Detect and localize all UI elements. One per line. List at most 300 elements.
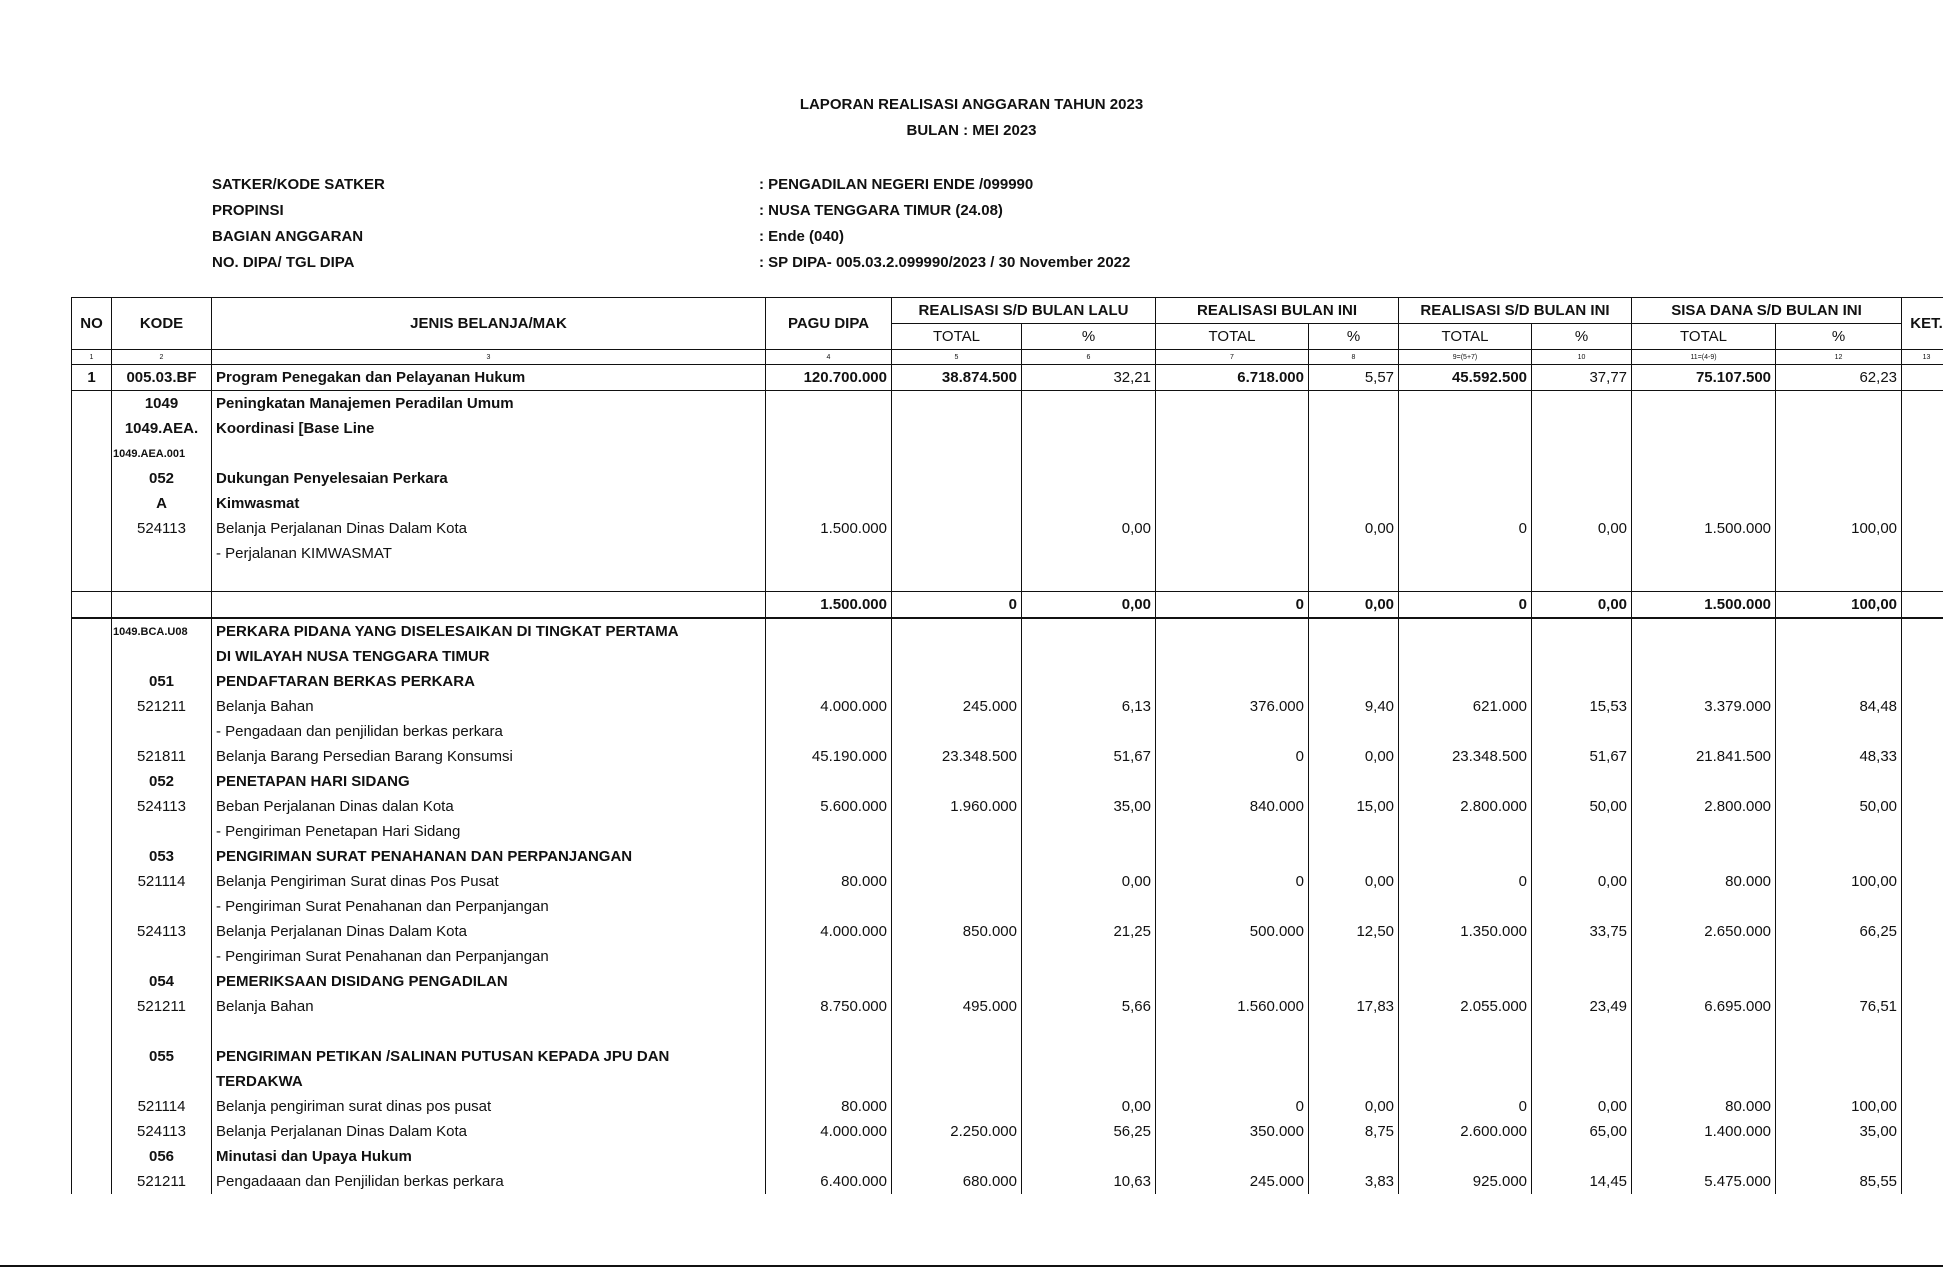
cell-jenis: - Pengiriman Penetapan Hari Sidang (212, 819, 766, 844)
cell-kode (112, 819, 212, 844)
cell-ket (1902, 869, 1943, 894)
cell-p1 (1022, 969, 1156, 994)
cell-pagu (766, 541, 892, 566)
cell-no (72, 944, 112, 969)
cell-t4 (1632, 644, 1776, 669)
cell-t2 (1156, 416, 1309, 441)
cell-pagu (766, 1044, 892, 1069)
table-row (72, 869, 1943, 894)
info-row (212, 198, 1130, 224)
cell-no (72, 391, 112, 417)
cell-p3 (1532, 819, 1632, 844)
cell-pagu: 45.190.000 (766, 744, 892, 769)
cell-p1 (1022, 769, 1156, 794)
column-number: 2 (112, 350, 212, 365)
cell-jenis (212, 441, 766, 466)
cell-pagu: 1.500.000 (766, 516, 892, 541)
cell-ket (1902, 516, 1943, 541)
cell-no (72, 1069, 112, 1094)
subheader-pct: % (1776, 324, 1902, 350)
info-label: PROPINSI (212, 202, 284, 219)
cell-p1 (1022, 894, 1156, 919)
table-row (72, 441, 1943, 466)
table-row (72, 466, 1943, 491)
cell-pagu (766, 769, 892, 794)
cell-pagu: 4.000.000 (766, 919, 892, 944)
cell-p1: 10,63 (1022, 1169, 1156, 1194)
cell-p4 (1776, 769, 1902, 794)
cell-p1 (1022, 844, 1156, 869)
cell-pagu (766, 491, 892, 516)
cell-jenis: - Pengiriman Surat Penahanan dan Perpanjangan (212, 894, 766, 919)
cell-t2 (1156, 1144, 1309, 1169)
cell-p4: 100,00 (1776, 1094, 1902, 1119)
cell-kode (112, 1019, 212, 1044)
cell-kode: 524113 (112, 919, 212, 944)
cell-pagu (766, 669, 892, 694)
table-row (72, 1119, 1943, 1144)
cell-ket (1902, 844, 1943, 869)
program-p4: 62,23 (1776, 365, 1902, 391)
subheader-pct: % (1309, 324, 1399, 350)
table-row (72, 1019, 1943, 1044)
cell-t3 (1399, 819, 1532, 844)
cell-p2 (1309, 719, 1399, 744)
cell-kode (112, 644, 212, 669)
cell-ket (1902, 719, 1943, 744)
cell-p3 (1532, 1019, 1632, 1044)
cell-jenis: Belanja Perjalanan Dinas Dalam Kota (212, 919, 766, 944)
cell-t4: 1.400.000 (1632, 1119, 1776, 1144)
info-row (212, 250, 1130, 276)
cell-ket (1902, 541, 1943, 566)
report-title: LAPORAN REALISASI ANGGARAN TAHUN 2023 (799, 96, 1144, 113)
cell-t4 (1632, 491, 1776, 516)
cell-p2: 0,00 (1309, 1094, 1399, 1119)
cell-p4: 48,33 (1776, 744, 1902, 769)
cell-t2 (1156, 618, 1309, 644)
subheader-total: TOTAL (1632, 324, 1776, 350)
cell-p3 (1532, 1044, 1632, 1069)
cell-t4: 80.000 (1632, 869, 1776, 894)
cell-kode: 524113 (112, 794, 212, 819)
cell-jenis: Belanja Bahan (212, 994, 766, 1019)
cell-t1 (892, 819, 1022, 844)
cell-p2 (1309, 1144, 1399, 1169)
program-p3: 37,77 (1532, 365, 1632, 391)
cell-p2 (1309, 894, 1399, 919)
cell-ket (1902, 769, 1943, 794)
table-row (72, 744, 1943, 769)
cell-p1 (1022, 819, 1156, 844)
table-row (72, 944, 1943, 969)
cell-t4: 80.000 (1632, 1094, 1776, 1119)
cell-p2 (1309, 819, 1399, 844)
cell-t3: 2.800.000 (1399, 794, 1532, 819)
cell-t2 (1156, 669, 1309, 694)
cell-ket (1902, 1044, 1943, 1069)
cell-p3: 15,53 (1532, 694, 1632, 719)
header-sisa: SISA DANA S/D BULAN INI (1632, 298, 1902, 324)
cell-jenis: Belanja Perjalanan Dinas Dalam Kota (212, 516, 766, 541)
cell-ket (1902, 894, 1943, 919)
table-row (72, 491, 1943, 516)
column-number: 6 (1022, 350, 1156, 365)
cell-t2 (1156, 894, 1309, 919)
cell-t2 (1156, 466, 1309, 491)
program-p1: 32,21 (1022, 365, 1156, 391)
cell-pagu (766, 969, 892, 994)
cell-p4 (1776, 1144, 1902, 1169)
cell-t3 (1399, 618, 1532, 644)
cell-t4: 1.500.000 (1632, 516, 1776, 541)
cell-p2: 17,83 (1309, 994, 1399, 1019)
cell-t1 (892, 669, 1022, 694)
cell-t4: 2.650.000 (1632, 919, 1776, 944)
cell-pagu (766, 391, 892, 417)
cell-t3 (1399, 491, 1532, 516)
cell-jenis: - Pengadaan dan penjilidan berkas perkara (212, 719, 766, 744)
cell-t1 (892, 844, 1022, 869)
cell-ket (1902, 466, 1943, 491)
cell-p3 (1532, 491, 1632, 516)
table-row (72, 416, 1943, 441)
table-row (72, 894, 1943, 919)
cell-pagu: 80.000 (766, 1094, 892, 1119)
cell-kode: 056 (112, 1144, 212, 1169)
cell-p1 (1022, 416, 1156, 441)
cell-kode (112, 719, 212, 744)
cell-p1: 21,25 (1022, 919, 1156, 944)
cell-p1: 51,67 (1022, 744, 1156, 769)
program-row (72, 365, 1943, 391)
cell-p1 (1022, 719, 1156, 744)
cell-no (72, 1119, 112, 1144)
cell-p2 (1309, 491, 1399, 516)
cell-t2: 376.000 (1156, 694, 1309, 719)
cell-jenis: Peningkatan Manajemen Peradilan Umum (212, 391, 766, 417)
cell-ket (1902, 441, 1943, 466)
cell-p4 (1776, 644, 1902, 669)
cell-no (72, 919, 112, 944)
header-jenis: JENIS BELANJA/MAK (212, 298, 766, 350)
cell-p3 (1532, 844, 1632, 869)
cell-p3 (1532, 441, 1632, 466)
cell-t2 (1156, 516, 1309, 541)
program-no: 1 (72, 365, 112, 391)
cell-no (72, 541, 112, 566)
cell-p4 (1776, 719, 1902, 744)
cell-ket (1902, 1169, 1943, 1194)
cell-no (72, 1144, 112, 1169)
cell-p1: 35,00 (1022, 794, 1156, 819)
cell-t3: 2.600.000 (1399, 1119, 1532, 1144)
subheader-total: TOTAL (1399, 324, 1532, 350)
cell-p1 (1022, 618, 1156, 644)
cell-t3 (1399, 416, 1532, 441)
cell-no (72, 1044, 112, 1069)
cell-p3 (1532, 944, 1632, 969)
table-row (72, 1169, 1943, 1194)
cell-p1: 5,66 (1022, 994, 1156, 1019)
cell-p3: 23,49 (1532, 994, 1632, 1019)
cell-t2: 0 (1156, 1094, 1309, 1119)
cell-jenis: Belanja Bahan (212, 694, 766, 719)
cell-ket (1902, 592, 1943, 619)
cell-no (72, 1169, 112, 1194)
cell-t2: 500.000 (1156, 919, 1309, 944)
table-row (72, 541, 1943, 566)
cell-t4 (1632, 819, 1776, 844)
cell-p2: 15,00 (1309, 794, 1399, 819)
cell-p2 (1309, 1069, 1399, 1094)
cell-jenis: Dukungan Penyelesaian Perkara (212, 466, 766, 491)
cell-t1 (892, 869, 1022, 894)
cell-jenis (212, 592, 766, 619)
cell-ket (1902, 969, 1943, 994)
info-label: NO. DIPA/ TGL DIPA (212, 254, 355, 271)
subheader-total: TOTAL (892, 324, 1022, 350)
cell-t3 (1399, 769, 1532, 794)
cell-p4 (1776, 416, 1902, 441)
cell-t4 (1632, 566, 1776, 592)
cell-ket (1902, 744, 1943, 769)
cell-p3: 50,00 (1532, 794, 1632, 819)
cell-p2 (1309, 769, 1399, 794)
cell-no (72, 1019, 112, 1044)
cell-t4 (1632, 1144, 1776, 1169)
cell-p4: 35,00 (1776, 1119, 1902, 1144)
cell-p3: 65,00 (1532, 1119, 1632, 1144)
cell-t4 (1632, 719, 1776, 744)
cell-t1: 850.000 (892, 919, 1022, 944)
cell-t4 (1632, 944, 1776, 969)
cell-t4 (1632, 894, 1776, 919)
cell-p3 (1532, 466, 1632, 491)
cell-t1 (892, 441, 1022, 466)
cell-t3 (1399, 391, 1532, 417)
cell-t3 (1399, 719, 1532, 744)
program-t1: 38.874.500 (892, 365, 1022, 391)
cell-no (72, 819, 112, 844)
cell-p3 (1532, 719, 1632, 744)
cell-p2: 8,75 (1309, 1119, 1399, 1144)
table-row (72, 694, 1943, 719)
cell-t1 (892, 969, 1022, 994)
cell-jenis: PENGIRIMAN SURAT PENAHANAN DAN PERPANJANGAN (212, 844, 766, 869)
cell-no (72, 441, 112, 466)
cell-p4 (1776, 391, 1902, 417)
cell-t2: 840.000 (1156, 794, 1309, 819)
cell-kode: 521114 (112, 869, 212, 894)
cell-p2: 0,00 (1309, 869, 1399, 894)
cell-pagu (766, 618, 892, 644)
program-t4: 75.107.500 (1632, 365, 1776, 391)
cell-p4 (1776, 944, 1902, 969)
cell-p1 (1022, 466, 1156, 491)
program-kode: 005.03.BF (112, 365, 212, 391)
cell-t1 (892, 391, 1022, 417)
cell-kode: 052 (112, 769, 212, 794)
cell-ket (1902, 669, 1943, 694)
cell-p3: 51,67 (1532, 744, 1632, 769)
cell-p3 (1532, 894, 1632, 919)
cell-p1 (1022, 1044, 1156, 1069)
cell-p2 (1309, 1044, 1399, 1069)
cell-p3 (1532, 669, 1632, 694)
column-number: 12 (1776, 350, 1902, 365)
cell-t3 (1399, 441, 1532, 466)
cell-kode: 1049 (112, 391, 212, 417)
cell-pagu (766, 894, 892, 919)
cell-ket (1902, 1094, 1943, 1119)
cell-p1 (1022, 1144, 1156, 1169)
cell-no (72, 466, 112, 491)
cell-p3: 0,00 (1532, 592, 1632, 619)
cell-p4 (1776, 541, 1902, 566)
cell-kode: A (112, 491, 212, 516)
cell-jenis: Belanja pengiriman surat dinas pos pusat (212, 1094, 766, 1119)
cell-t1 (892, 618, 1022, 644)
cell-p2 (1309, 441, 1399, 466)
cell-p3: 33,75 (1532, 919, 1632, 944)
cell-p2: 0,00 (1309, 744, 1399, 769)
table-row (72, 844, 1943, 869)
cell-p4: 100,00 (1776, 516, 1902, 541)
program-p2: 5,57 (1309, 365, 1399, 391)
table-row (72, 794, 1943, 819)
cell-t4 (1632, 969, 1776, 994)
cell-p1: 56,25 (1022, 1119, 1156, 1144)
cell-t3 (1399, 1144, 1532, 1169)
table-row (72, 969, 1943, 994)
column-number: 3 (212, 350, 766, 365)
cell-kode: 1049.BCA.U08 (112, 618, 212, 644)
cell-t1 (892, 566, 1022, 592)
cell-no (72, 618, 112, 644)
cell-kode: 051 (112, 669, 212, 694)
cell-jenis: - Pengiriman Surat Penahanan dan Perpanjangan (212, 944, 766, 969)
cell-t1: 1.960.000 (892, 794, 1022, 819)
cell-t4 (1632, 844, 1776, 869)
program-pagu: 120.700.000 (766, 365, 892, 391)
cell-ket (1902, 919, 1943, 944)
cell-t3: 0 (1399, 516, 1532, 541)
cell-p4: 50,00 (1776, 794, 1902, 819)
cell-jenis: PERKARA PIDANA YANG DISELESAIKAN DI TINGKAT PERTAMA (212, 618, 766, 644)
cell-kode: 052 (112, 466, 212, 491)
cell-pagu (766, 441, 892, 466)
cell-no (72, 994, 112, 1019)
cell-t1: 495.000 (892, 994, 1022, 1019)
cell-p2 (1309, 566, 1399, 592)
cell-kode (112, 894, 212, 919)
cell-p2 (1309, 1019, 1399, 1044)
cell-t3: 0 (1399, 592, 1532, 619)
cell-t1 (892, 1069, 1022, 1094)
cell-jenis: - Perjalanan KIMWASMAT (212, 541, 766, 566)
cell-t3 (1399, 1069, 1532, 1094)
cell-t1 (892, 769, 1022, 794)
info-value: : Ende (040) (759, 228, 845, 245)
cell-p2 (1309, 969, 1399, 994)
cell-t1 (892, 491, 1022, 516)
cell-ket (1902, 819, 1943, 844)
cell-t1: 23.348.500 (892, 744, 1022, 769)
cell-no (72, 694, 112, 719)
cell-jenis (212, 1019, 766, 1044)
cell-jenis: PENGIRIMAN PETIKAN /SALINAN PUTUSAN KEPADA JPU DAN (212, 1044, 766, 1069)
cell-jenis: DI WILAYAH NUSA TENGGARA TIMUR (212, 644, 766, 669)
cell-kode (112, 592, 212, 619)
cell-t1 (892, 516, 1022, 541)
info-label: SATKER/KODE SATKER (212, 176, 385, 193)
cell-pagu (766, 466, 892, 491)
cell-pagu (766, 1144, 892, 1169)
cell-t1 (892, 1044, 1022, 1069)
cell-kode: 524113 (112, 1119, 212, 1144)
cell-p3 (1532, 1069, 1632, 1094)
cell-p2 (1309, 944, 1399, 969)
cell-ket (1902, 994, 1943, 1019)
table-row (72, 1094, 1943, 1119)
cell-t1 (892, 719, 1022, 744)
page-bottom-line (0, 1265, 1943, 1267)
cell-ket (1902, 1069, 1943, 1094)
cell-kode (112, 566, 212, 592)
cell-p4 (1776, 441, 1902, 466)
cell-t4: 21.841.500 (1632, 744, 1776, 769)
cell-p3 (1532, 644, 1632, 669)
cell-t3 (1399, 969, 1532, 994)
cell-p2 (1309, 618, 1399, 644)
cell-p3: 14,45 (1532, 1169, 1632, 1194)
cell-pagu: 5.600.000 (766, 794, 892, 819)
cell-t2 (1156, 1044, 1309, 1069)
cell-p4: 85,55 (1776, 1169, 1902, 1194)
subtotal-row (72, 592, 1943, 619)
cell-kode: 055 (112, 1044, 212, 1069)
cell-no (72, 1094, 112, 1119)
cell-t4 (1632, 769, 1776, 794)
cell-no (72, 894, 112, 919)
cell-kode: 521811 (112, 744, 212, 769)
cell-t1 (892, 894, 1022, 919)
cell-p1 (1022, 566, 1156, 592)
cell-pagu (766, 819, 892, 844)
cell-p1: 0,00 (1022, 592, 1156, 619)
cell-t3 (1399, 1044, 1532, 1069)
cell-t1 (892, 541, 1022, 566)
cell-jenis: Koordinasi [Base Line (212, 416, 766, 441)
cell-p2: 0,00 (1309, 592, 1399, 619)
cell-t2 (1156, 719, 1309, 744)
info-label: BAGIAN ANGGARAN (212, 228, 364, 245)
header-row (72, 298, 1943, 324)
cell-t3 (1399, 566, 1532, 592)
cell-p1 (1022, 541, 1156, 566)
cell-p4 (1776, 491, 1902, 516)
program-jenis: Program Penegakan dan Pelayanan Hukum (212, 365, 766, 391)
table-row (72, 994, 1943, 1019)
cell-no (72, 491, 112, 516)
cell-p3 (1532, 566, 1632, 592)
column-number: 13 (1902, 350, 1943, 365)
cell-t2: 350.000 (1156, 1119, 1309, 1144)
cell-p2 (1309, 669, 1399, 694)
cell-pagu (766, 944, 892, 969)
cell-t3: 23.348.500 (1399, 744, 1532, 769)
